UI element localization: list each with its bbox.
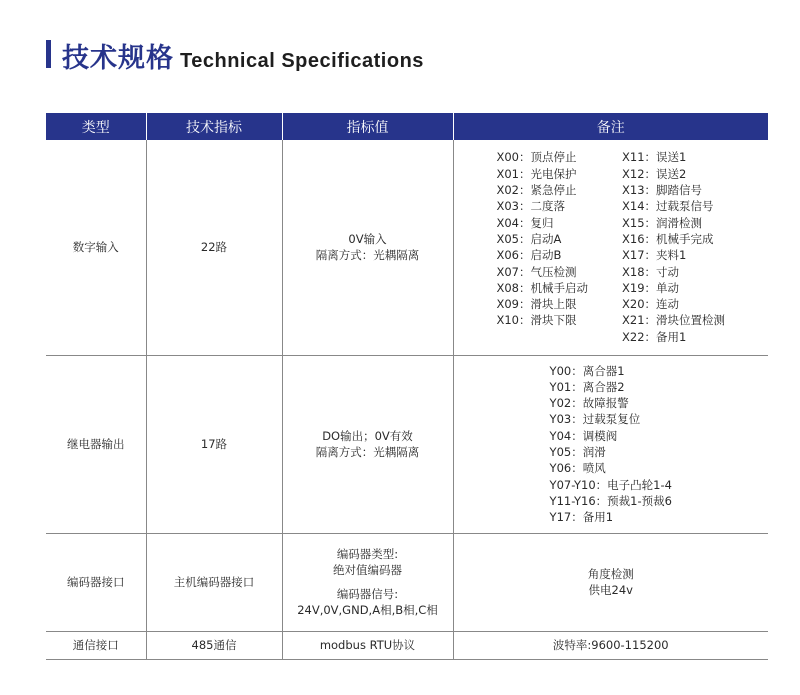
list-item: X21：滑块位置检测 <box>622 313 726 328</box>
cell-value: modbus RTU协议 <box>282 631 453 659</box>
cell-spec: 主机编码器接口 <box>146 533 282 631</box>
output-code-list <box>550 363 672 526</box>
cell-type: 编码器接口 <box>46 533 146 631</box>
cell-value <box>282 140 453 355</box>
list-item: X18：寸动 <box>622 264 680 279</box>
col-header-type: 类型 <box>46 113 146 140</box>
cell-type: 数字输入 <box>46 140 146 355</box>
value-line: 编码器类型: <box>336 547 399 561</box>
list-item: X12：误送2 <box>622 166 687 181</box>
list-item: X00：顶点停止 <box>496 150 577 165</box>
value-line: 绝对值编码器 <box>333 563 402 577</box>
col-header-notes: 备注 <box>453 113 768 140</box>
cell-notes <box>453 355 768 533</box>
col-header-value: 指标值 <box>282 113 453 140</box>
input-code-column-left <box>496 149 588 345</box>
list-item: X03：二度落 <box>496 199 565 214</box>
list-item: Y02：故障报警 <box>549 396 629 411</box>
table-header-row <box>46 113 768 140</box>
input-code-list <box>454 149 769 345</box>
list-item: X15：润滑检测 <box>622 215 703 230</box>
title-english: Technical Specifications <box>180 50 424 72</box>
table-row-encoder-interface <box>46 533 768 631</box>
page-title <box>62 36 424 72</box>
list-item: X07：气压检测 <box>496 264 577 279</box>
list-item: Y00：离合器1 <box>549 363 625 378</box>
list-item: X10：滑块下限 <box>496 313 577 328</box>
list-item: Y06：喷风 <box>549 461 606 476</box>
col-header-spec: 技术指标 <box>146 113 282 140</box>
value-line: 24V,0V,GND,A相,B相,C相 <box>297 603 438 617</box>
list-item: X06：启动B <box>496 248 562 263</box>
list-item: Y01：离合器2 <box>549 379 625 394</box>
value-line: 隔离方式：光耦隔离 <box>315 248 420 263</box>
cell-value <box>282 355 453 533</box>
cell-notes: 波特率:9600-115200 <box>453 631 768 659</box>
list-item: Y03：过载泵复位 <box>549 412 641 427</box>
value-line: 编码器信号: <box>336 587 399 601</box>
list-item: X19：单动 <box>622 280 680 295</box>
cell-spec: 485通信 <box>146 631 282 659</box>
list-item: X13：脚踏信号 <box>622 183 703 198</box>
list-item: X01：光电保护 <box>496 166 577 181</box>
table-row-digital-input <box>46 140 768 355</box>
value-line: 0V输入 <box>348 232 387 247</box>
list-item: X02：紧急停止 <box>496 183 577 198</box>
list-item: X20：连动 <box>622 297 680 312</box>
title-chinese: 技术规格 <box>62 43 174 74</box>
list-item: Y05：润滑 <box>549 445 606 459</box>
list-item: X05：启动A <box>496 231 562 246</box>
list-item: X16：机械手完成 <box>622 231 714 246</box>
list-item: X08：机械手启动 <box>496 280 588 295</box>
cell-notes <box>453 533 768 631</box>
cell-type: 通信接口 <box>46 631 146 659</box>
cell-value <box>282 533 453 631</box>
list-item: X22：备用1 <box>622 329 687 344</box>
value-line: DO输出；0V有效 <box>322 429 413 443</box>
cell-spec: 17路 <box>146 355 282 533</box>
list-item: X09：滑块上限 <box>496 297 577 312</box>
list-item: X04：复归 <box>496 215 554 230</box>
cell-type: 继电器输出 <box>46 355 146 533</box>
list-item: X11：误送1 <box>622 150 687 165</box>
table-row-communication <box>46 631 768 659</box>
list-item: Y04：调模阀 <box>549 428 618 443</box>
list-item: X17：夹料1 <box>622 248 687 263</box>
input-code-column-right <box>622 149 725 345</box>
value-line: 隔离方式：光耦隔离 <box>315 445 420 459</box>
cell-spec: 22路 <box>146 140 282 355</box>
list-item: X14：过载泵信号 <box>622 199 714 214</box>
list-item: Y11-Y16：预裁1-预裁6 <box>549 493 672 508</box>
list-item: Y07-Y10：电子凸轮1-4 <box>549 477 672 492</box>
note-line: 供电24v <box>588 583 633 597</box>
list-item: Y17：备用1 <box>549 510 614 525</box>
spec-table <box>46 113 768 660</box>
note-line: 角度检测 <box>587 567 634 581</box>
title-accent-bar <box>46 40 51 68</box>
cell-notes <box>453 140 768 355</box>
table-row-relay-output <box>46 355 768 533</box>
